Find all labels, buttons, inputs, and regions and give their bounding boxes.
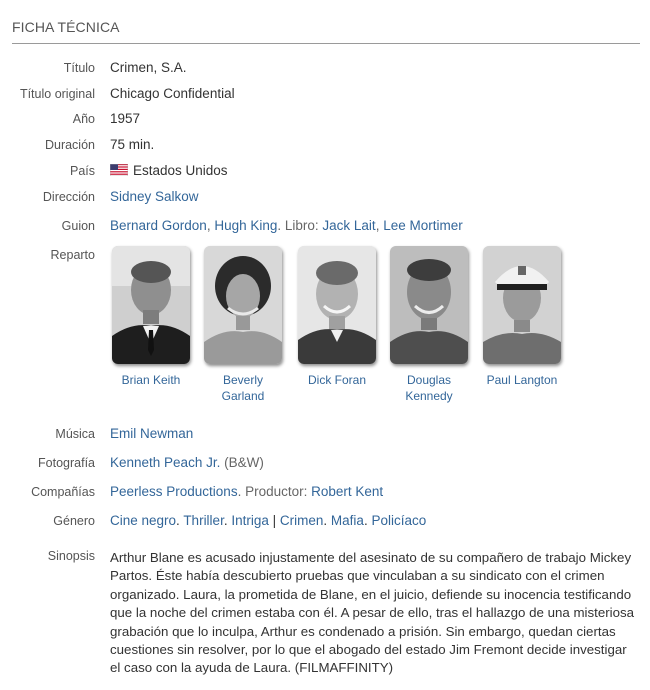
- topic-link[interactable]: Mafia: [330, 513, 364, 528]
- value-anio: 1957: [110, 111, 141, 126]
- cast-photo[interactable]: [483, 246, 561, 364]
- writer-link[interactable]: Lee Mortimer: [383, 218, 463, 233]
- producer-prefix: . Productor:: [237, 484, 312, 499]
- composer-link[interactable]: Emil Newman: [110, 426, 194, 441]
- writer-link[interactable]: Hugh King: [214, 218, 278, 233]
- book-prefix: . Libro:: [277, 218, 323, 233]
- value-titulo-original: Chicago Confidential: [110, 86, 235, 101]
- format-note: (B&W): [220, 455, 264, 470]
- value-guion: [110, 218, 463, 233]
- label-titulo: Título: [63, 61, 95, 75]
- separator: ,: [375, 218, 384, 233]
- separator: |: [268, 513, 280, 528]
- cast-member[interactable]: [294, 246, 380, 388]
- separator: .: [363, 513, 372, 528]
- label-titulo-original: Título original: [19, 87, 95, 101]
- writer-link[interactable]: Jack Lait: [322, 218, 376, 233]
- cast-name-link[interactable]: Brian Keith: [121, 373, 181, 387]
- label-sinopsis: Sinopsis: [47, 549, 95, 563]
- cast-photo[interactable]: [298, 246, 376, 364]
- cast-member[interactable]: [479, 246, 565, 388]
- label-genero: Género: [53, 514, 95, 528]
- value-musica: [110, 426, 193, 441]
- us-flag-icon: [110, 164, 128, 176]
- separator: .: [223, 513, 232, 528]
- writer-link[interactable]: Bernard Gordon: [110, 218, 207, 233]
- director-link[interactable]: Sidney Salkow: [110, 189, 199, 204]
- topic-link[interactable]: Crimen: [279, 513, 324, 528]
- cast-member[interactable]: [200, 246, 286, 404]
- cast-photo[interactable]: [390, 246, 468, 364]
- value-titulo: Crimen, S.A.: [110, 60, 187, 75]
- cast-member[interactable]: [386, 246, 472, 404]
- value-fotografia: [110, 455, 264, 470]
- value-genero: [110, 513, 426, 528]
- cast-name-link[interactable]: Douglas Kennedy: [405, 373, 453, 403]
- cinematographer-link[interactable]: Kenneth Peach Jr.: [110, 455, 221, 470]
- label-guion: Guion: [61, 219, 95, 233]
- label-companias: Compañías: [31, 485, 95, 499]
- section-header: [12, 12, 640, 44]
- value-duracion: 75 min.: [110, 137, 155, 152]
- genre-link[interactable]: Cine negro: [110, 513, 177, 528]
- value-direccion: [110, 189, 199, 204]
- section-title: FICHA TÉCNICA: [12, 19, 120, 35]
- cast-name-link[interactable]: Dick Foran: [307, 373, 366, 387]
- cast-name-link[interactable]: Beverly Garland: [221, 373, 265, 403]
- company-link[interactable]: Peerless Productions: [110, 484, 238, 499]
- cast-member[interactable]: [108, 246, 194, 388]
- separator: ,: [206, 218, 215, 233]
- value-companias: [110, 484, 383, 499]
- label-musica: Música: [55, 427, 95, 441]
- label-reparto: Reparto: [50, 248, 95, 262]
- label-anio: Año: [72, 112, 95, 126]
- cast-name-link[interactable]: Paul Langton: [486, 373, 558, 387]
- topic-link[interactable]: Policíaco: [371, 513, 427, 528]
- genre-link[interactable]: Thriller: [183, 513, 224, 528]
- label-duracion: Duración: [44, 138, 95, 152]
- cast-photo[interactable]: [112, 246, 190, 364]
- synopsis-text: Arthur Blane es acusado injustamente del asesinato de su compañero de trabajo Mickey Partos. Éste había descubierto pruebas que vinculaban a su sindicato con el crimen organizado. Laura, la prometida de Blane, en el juicio, defiende su inocencia testificando que la noche del crimen estaba con él. A pesar de ello, tras el hallazgo de una misteriosa grabación que lo inculpa, Arthur es condenado a prisión. Sin embargo, quedan ciertas cuestiones sin resolver, por lo que el abogado del estado Jim Fremont decide investigar el caso con la ayuda de Laura. (FILMAFFINITY): [110, 550, 635, 676]
- label-direccion: Dirección: [42, 190, 95, 204]
- label-pais: País: [69, 164, 95, 178]
- cast-photo[interactable]: [204, 246, 282, 364]
- separator: .: [323, 513, 331, 528]
- label-fotografia: Fotografía: [38, 456, 95, 470]
- separator: .: [176, 513, 184, 528]
- value-pais: [110, 163, 228, 178]
- producer-link[interactable]: Robert Kent: [311, 484, 384, 499]
- genre-link[interactable]: Intriga: [231, 513, 269, 528]
- country-name: Estados Unidos: [133, 163, 228, 178]
